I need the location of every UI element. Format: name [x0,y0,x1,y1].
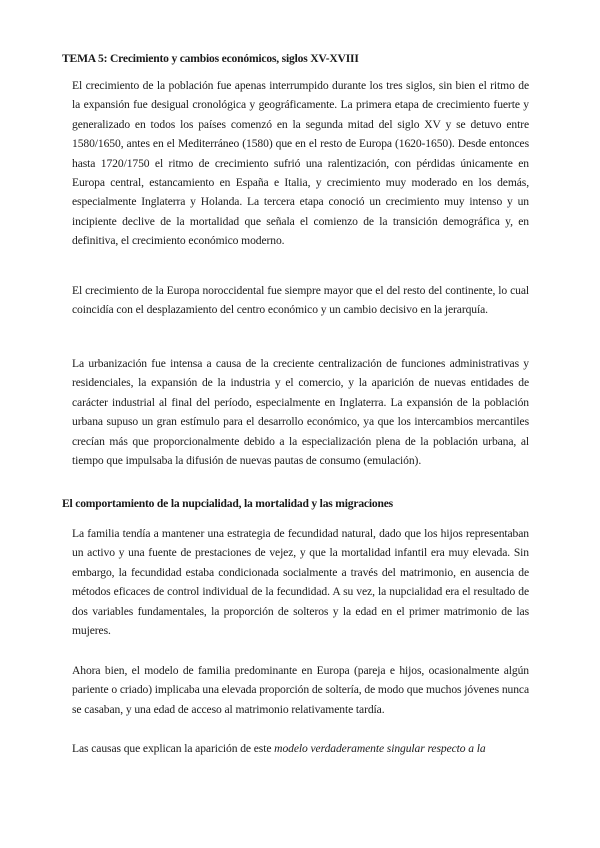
paragraph-family-fertility: La familia tendía a mantener una estrategia de fecundidad natural, dado que los hijos representaban un activo y una fuente de prestaciones de vejez, y que la mortalidad infantil era muy elevada. Sin embargo, la fecundidad estaba condicionada socialmente a través del matrimonio, en ausencia de métodos eficaces de control individual de la fecundidad. A su vez, la nupcialidad era el resultado de dos variables fundamentales, la proporción de solteros y la edad en el primer matrimonio de las mujeres. [72,527,529,638]
paragraph-northwest-europe: El crecimiento de la Europa noroccidental fue siempre mayor que el del resto del continente, lo cual coincidía con el desplazamiento del centro económico y un cambio decisivo en la jerarquía. [72,284,529,317]
paragraph-population-growth: El crecimiento de la población fue apenas interrumpido durante los tres siglos, sin bien el ritmo de la expansión fue desigual cronológica y geográficamente. La primera etapa de crecimiento fuerte y generalizado en todos los países comenzó en la segunda mitad del siglo XV y se detuvo entre 1580/1650, antes en el Mediterráneo (1580) que en el resto de Europa (1620-1650). Desde entonces hasta 1720/1750 el ritmo de crecimiento sufrió una ralentización, con pérdidas únicamente en Europa central, estancamiento en España e Italia, y crecimiento muy moderado en los demás, especialmente Inglaterra y Holanda. La tercera etapa conoció un crecimiento muy intenso y un incipiente declive de la mortalidad que señala el comienzo de la transición demográfica y, en definitiva, el crecimiento económico moderno. [72,79,529,248]
paragraph-causes-lead: Las causas que explican la aparición de este [72,742,275,755]
paragraph-causes [72,739,529,758]
paragraph-causes-italic: modelo verdaderamente singular respecto a la [274,742,486,755]
section-heading-nuptiality: El comportamiento de la nupcialidad, la mortalidad y las migraciones [62,497,393,510]
document-title: TEMA 5: Crecimiento y cambios económicos, siglos XV-XVIII [62,52,359,65]
paragraph-urbanization: La urbanización fue intensa a causa de la creciente centralización de funciones administrativas y residenciales, la expansión de la industria y el comercio, y la aparición de nuevas entidades de carácter industrial al final del período, especialmente en Inglaterra. La expansión de la población urbana supuso un gran estímulo para el desarrollo económico, ya que los intercambios mercantiles crecían más que proporcionalmente debido a la especialización plena de la población urbana, al tiempo que impulsaba la difusión de nuevas pautas de consumo (emulación). [72,357,529,468]
paragraph-family-model: Ahora bien, el modelo de familia predominante en Europa (pareja e hijos, ocasionalmente algún pariente o criado) implicaba una elevada proporción de soltería, de modo que muchos jóvenes nunca se casaban, y una edad de acceso al matrimonio relativamente tardía. [72,664,529,716]
